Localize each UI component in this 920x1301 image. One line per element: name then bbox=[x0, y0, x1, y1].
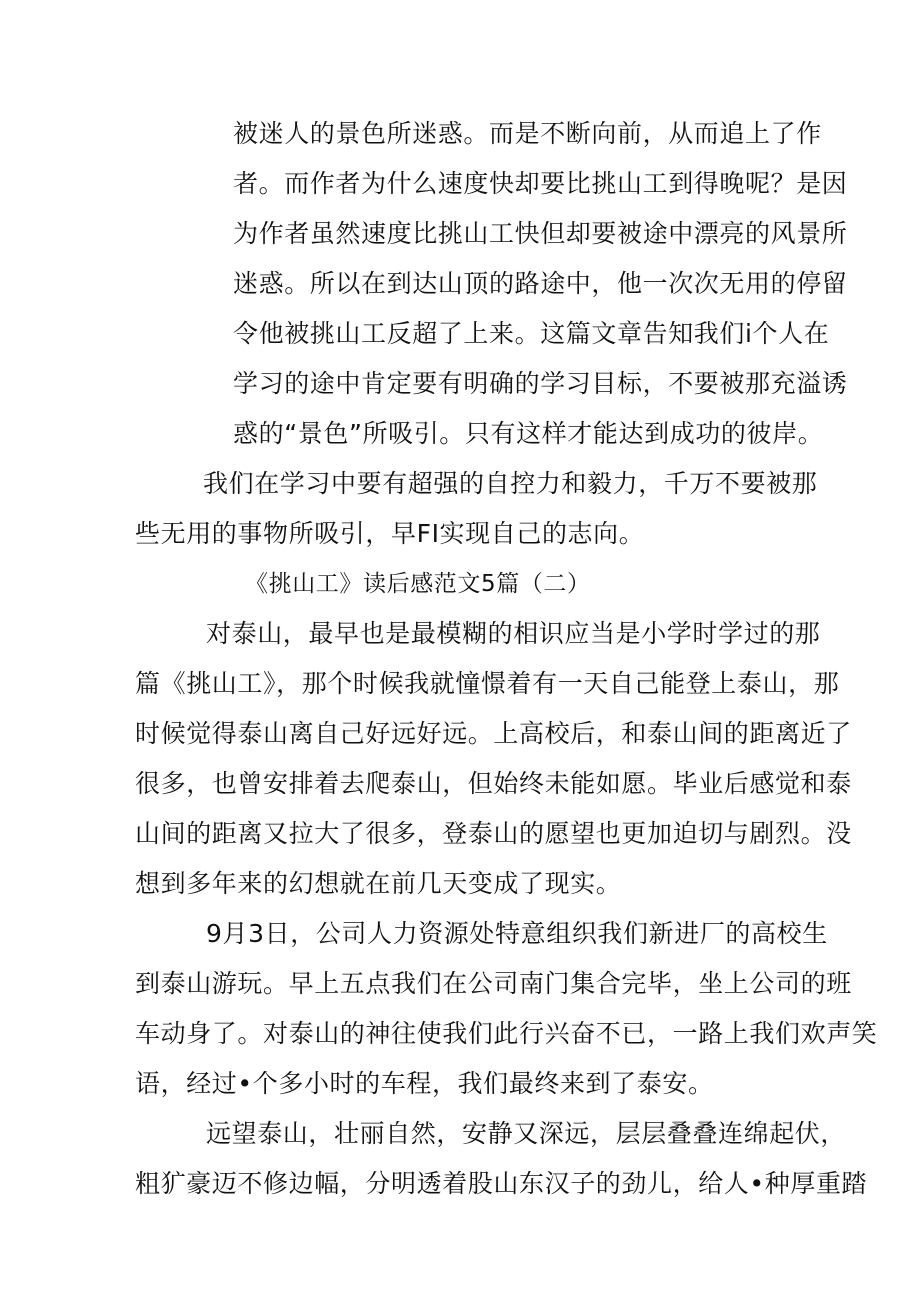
text-line: 粗犷豪迈不修边幅，分明透着股山东汉子的劲儿，给人•种厚重踏 bbox=[135, 1169, 868, 1198]
text-line: 时候觉得泰山离自己好远好远。上高校后，和泰山间的距离近了 bbox=[135, 719, 852, 748]
text-line: 些无用的事物所吸引，早FI实现自己的志向。 bbox=[135, 519, 645, 548]
text-line: 对泰山，最早也是最模糊的相识应当是小学时学过的那 bbox=[206, 619, 821, 648]
section-heading: 《挑山工》读后感范文5篇（二） bbox=[245, 571, 591, 597]
text-line: 令他被挑山工反超了上来。这篇文章告知我们i个人在 bbox=[233, 319, 830, 348]
text-line: 语，经过•个多小时的车程，我们最终来到了泰安。 bbox=[135, 1069, 714, 1098]
text-line: 9月3日，公司人力资源处特意组织我们新进厂的高校生 bbox=[206, 919, 828, 948]
text-line: 为作者虽然速度比挑山工快但却要被途中漂亮的风景所 bbox=[233, 219, 848, 248]
text-line: 想到多年来的幻想就在前几天变成了现实。 bbox=[135, 869, 622, 898]
text-line: 惑的“景色”所吸引。只有这样才能达到成功的彼岸。 bbox=[233, 419, 824, 448]
text-line: 到泰山游玩。早上五点我们在公司南门集合完毕，坐上公司的班 bbox=[135, 969, 852, 998]
text-line: 山间的距离又拉大了很多，登泰山的愿望也更加迫切与剧烈。没 bbox=[135, 819, 852, 848]
text-line: 车动身了。对泰山的神往使我们此行兴奋不已，一路上我们欢声笑 bbox=[135, 1019, 878, 1048]
text-line: 者。而作者为什么速度快却要比挑山工到得晚呢？是因 bbox=[233, 169, 848, 198]
text-line: 远望泰山，壮丽自然，安静又深远，层层叠叠连绵起伏， bbox=[206, 1119, 847, 1148]
text-line: 被迷人的景色所迷惑。而是不断向前，从而追上了作 bbox=[233, 119, 822, 148]
text-line: 我们在学习中要有超强的自控力和毅力，千万不要被那 bbox=[203, 469, 818, 498]
text-line: 迷惑。所以在到达山顶的路途中，他一次次无用的停留 bbox=[233, 269, 848, 298]
text-line: 学习的途中肯定要有明确的学习目标，不要被那充溢诱 bbox=[233, 369, 848, 398]
text-line: 篇《挑山工》，那个时候我就憧憬着有一天自己能登上泰山，那 bbox=[135, 669, 840, 698]
text-line: 很多，也曾安排着去爬泰山，但始终未能如愿。毕业后感觉和泰 bbox=[135, 769, 852, 798]
